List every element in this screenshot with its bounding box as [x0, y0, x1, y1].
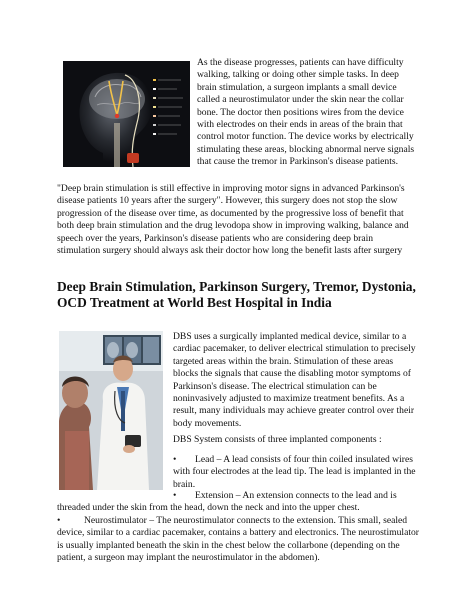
- list-item-lead: [173, 454, 419, 491]
- bullet: •: [57, 515, 61, 526]
- components-intro: DBS System consists of three implanted components :: [173, 434, 382, 445]
- list-item-neurostimulator: [57, 515, 422, 565]
- doctor-patient-photo: [59, 331, 163, 490]
- list-item-extension: [57, 490, 419, 515]
- extension-text: Extension – An extension connects to the lead and is threaded under the skin from the head, down the neck and into the upper chest.: [57, 490, 397, 514]
- doctor-patient-photo-graphic: [59, 331, 163, 490]
- brain-illustration: [63, 61, 190, 167]
- lead-text: Lead – A lead consists of four thin coiled insulated wires with four electrodes at the lead tip. The lead is implanted in the brain.: [173, 454, 416, 490]
- bullet: •: [173, 454, 177, 465]
- dbs-paragraph: DBS uses a surgically implanted medical device, similar to a cardiac pacemaker, to deliver electrical stimulation to precisely targeted areas within the brain. Stimulation of these areas blocks the signals that cause the disabling motor symptoms of Parkinson's disease. The electrical stimulation can be noninvasively adjusted to maximize treatment benefits. As a result, many individuals may achieve greater control over their body movements.: [173, 331, 416, 429]
- section-heading: Deep Brain Stimulation, Parkinson Surgery, Tremor, Dystonia, OCD Treatment at World Best Hospital in India: [57, 279, 416, 310]
- intro-paragraph: As the disease progresses, patients can have difficulty walking, talking or doing other simple tasks. In deep brain stimulation, a surgeon implants a small device called a neurostimulator under the skin near the collar bone. The doctor then positions wires from the device with electrodes on their ends in areas of the brain that control motor function. The device works by electrically stimulating these areas, blocking abnormal nerve signals that cause the tremor in Parkinson's disease patients.: [197, 57, 415, 168]
- neurostimulator-text: Neurostimulator – The neurostimulator connects to the extension. This small, sealed device, similar to a cardiac pacemaker, contains a battery and electronics. The neurostimulator is usually implanted beneath the skin in the chest below the collarbone (depending on the patient, a surgeon may implant the neurostimulator in the abdomen).: [57, 515, 419, 564]
- brain-illustration-graphic: [63, 61, 190, 167]
- quote-paragraph: "Deep brain stimulation is still effective in improving motor signs in advanced Parkinson's disease patients 10 years after the surgery". However, this surgery does not stop the slow progression of the disease over time, as documented by the progressive loss of benefit that both deep brain stimulation and the drug levodopa show in improving walking, balance and speech over the years, Parkinson's disease patients who are considering deep brain stimulation surgery should always ask their doctor how long the benefit lasts after surgery: [57, 183, 409, 257]
- bullet: •: [173, 490, 177, 501]
